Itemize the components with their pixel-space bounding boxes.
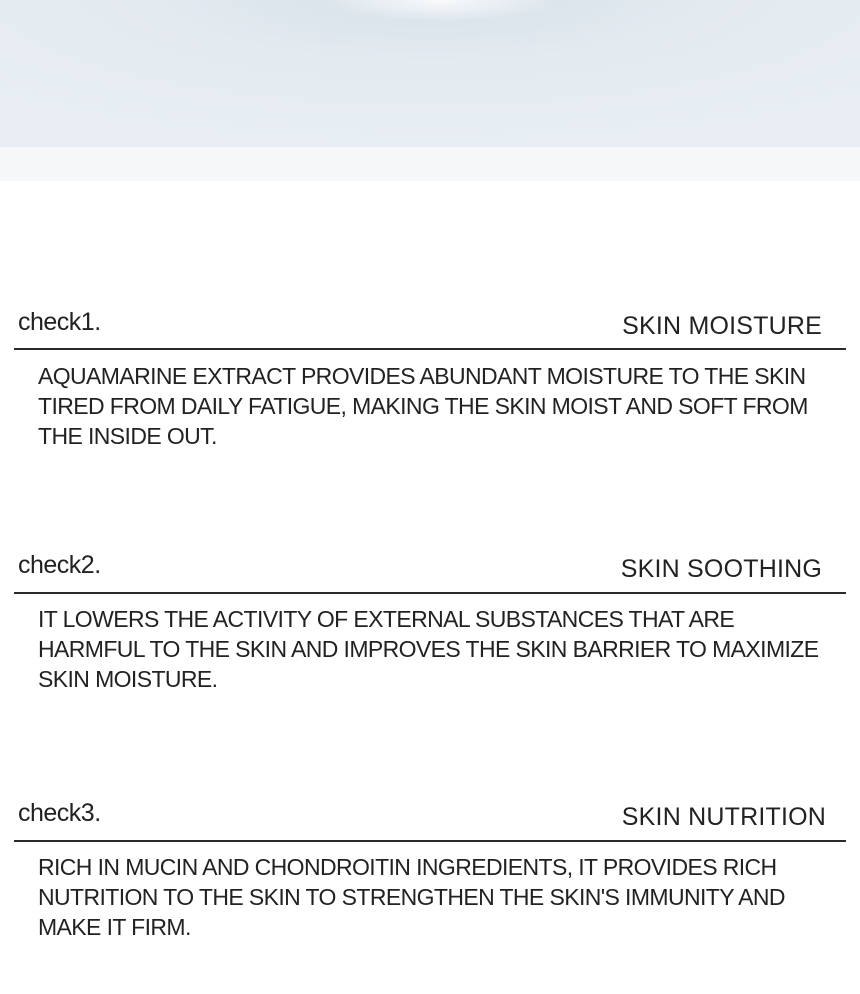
feature-title: SKIN MOISTURE bbox=[622, 312, 822, 340]
section-divider bbox=[14, 348, 846, 350]
section-divider bbox=[14, 840, 846, 842]
hero-product-image bbox=[0, 0, 860, 147]
check-label: check1. bbox=[18, 308, 101, 336]
feature-description: RICH IN MUCIN AND CHONDROITIN INGREDIENTS, IT PROVIDES RICH NUTRITION TO THE SKIN TO STRENGTHEN THE SKIN'S IMMUNITY AND MAKE IT FIRM. bbox=[38, 854, 785, 940]
check-label: check3. bbox=[18, 799, 101, 827]
check-label: check2. bbox=[18, 551, 101, 579]
feature-description: AQUAMARINE EXTRACT PROVIDES ABUNDANT MOISTURE TO THE SKIN TIRED FROM DAILY FATIGUE, MAKING THE SKIN MOIST AND SOFT FROM THE INSIDE OUT. bbox=[38, 363, 808, 449]
feature-description: IT LOWERS THE ACTIVITY OF EXTERNAL SUBSTANCES THAT ARE HARMFUL TO THE SKIN AND IMPROVES THE SKIN BARRIER TO MAXIMIZE SKIN MOISTURE. bbox=[38, 606, 819, 692]
feature-title: SKIN SOOTHING bbox=[620, 555, 822, 583]
hero-divider-band bbox=[0, 147, 860, 181]
section-divider bbox=[14, 592, 846, 594]
feature-title: SKIN NUTRITION bbox=[621, 803, 826, 831]
